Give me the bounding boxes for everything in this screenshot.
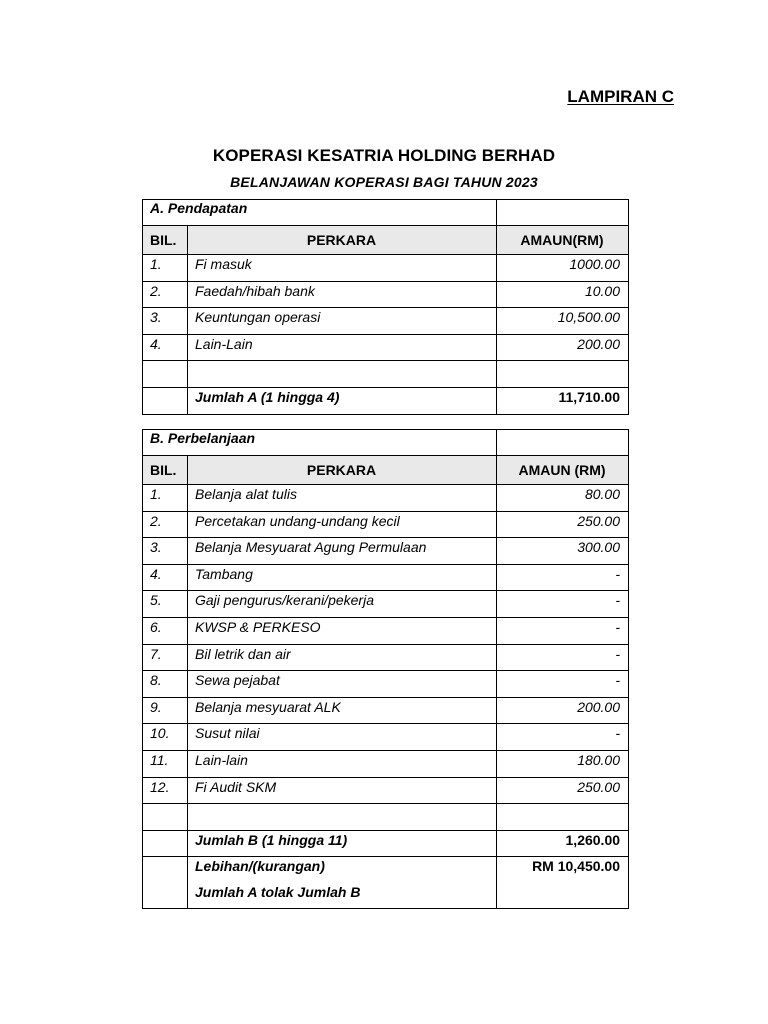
column-header-row — [143, 456, 629, 485]
empty-row — [143, 361, 629, 388]
table-row — [143, 617, 629, 644]
column-header-bil: BIL. — [143, 456, 188, 485]
row-number: 11. — [143, 750, 188, 777]
surplus-value: RM 10,450.00 — [497, 857, 629, 909]
row-amount: 1000.00 — [497, 255, 629, 282]
row-item: Lain-lain — [188, 750, 497, 777]
empty-cell — [143, 804, 188, 831]
row-amount: 10,500.00 — [497, 308, 629, 335]
document-subtitle: BELANJAWAN KOPERASI BAGI TAHUN 2023 — [230, 174, 538, 190]
row-number: 1. — [143, 255, 188, 282]
row-number: 12. — [143, 777, 188, 804]
total-value: 1,260.00 — [497, 830, 629, 857]
row-amount: - — [497, 671, 629, 698]
surplus-row — [143, 857, 629, 909]
column-header-amaun: AMAUN(RM) — [497, 226, 629, 255]
row-number: 4. — [143, 564, 188, 591]
expense-table — [142, 429, 629, 909]
row-number: 5. — [143, 591, 188, 618]
table-row — [143, 564, 629, 591]
table-row — [143, 538, 629, 565]
row-item: Tambang — [188, 564, 497, 591]
column-header-perkara: PERKARA — [188, 456, 497, 485]
row-item: Belanja mesyuarat ALK — [188, 697, 497, 724]
row-number: 6. — [143, 617, 188, 644]
row-amount: - — [497, 564, 629, 591]
row-number: 7. — [143, 644, 188, 671]
row-amount: 200.00 — [497, 334, 629, 361]
row-item: Gaji pengurus/kerani/pekerja — [188, 591, 497, 618]
row-item: Belanja alat tulis — [188, 485, 497, 512]
empty-cell — [143, 361, 188, 388]
row-amount: 200.00 — [497, 697, 629, 724]
total-label: Jumlah B (1 hingga 11) — [188, 830, 497, 857]
row-number: 8. — [143, 671, 188, 698]
row-amount: - — [497, 591, 629, 618]
section-title: B. Perbelanjaan — [143, 430, 497, 456]
surplus-label-line1: Lebihan/(kurangan) — [195, 858, 325, 875]
appendix-label: LAMPIRAN C — [567, 87, 674, 106]
empty-cell — [497, 361, 629, 388]
row-number: 2. — [143, 281, 188, 308]
row-amount: - — [497, 644, 629, 671]
row-item: Fi masuk — [188, 255, 497, 282]
empty-cell — [497, 804, 629, 831]
row-number: 4. — [143, 334, 188, 361]
document-title: KOPERASI KESATRIA HOLDING BERHAD — [212, 146, 556, 165]
table-row — [143, 281, 629, 308]
row-number: 1. — [143, 485, 188, 512]
row-amount: - — [497, 617, 629, 644]
surplus-label-line2: Jumlah A tolak Jumlah B — [195, 884, 361, 901]
table-row — [143, 334, 629, 361]
table-row — [143, 255, 629, 282]
section-title: A. Pendapatan — [143, 200, 497, 226]
empty-cell — [143, 857, 188, 909]
row-item: Percetakan undang-undang kecil — [188, 511, 497, 538]
row-item: Keuntungan operasi — [188, 308, 497, 335]
total-value: 11,710.00 — [497, 387, 629, 414]
empty-cell — [497, 430, 629, 456]
row-number: 10. — [143, 724, 188, 751]
row-number: 3. — [143, 308, 188, 335]
row-amount: 250.00 — [497, 511, 629, 538]
empty-cell — [497, 200, 629, 226]
empty-cell — [143, 830, 188, 857]
income-table — [142, 199, 629, 415]
table-row — [143, 511, 629, 538]
empty-cell — [188, 361, 497, 388]
table-row — [143, 750, 629, 777]
row-number: 3. — [143, 538, 188, 565]
row-number: 2. — [143, 511, 188, 538]
total-label: Jumlah A (1 hingga 4) — [188, 387, 497, 414]
table-row — [143, 591, 629, 618]
row-item: KWSP & PERKESO — [188, 617, 497, 644]
row-amount: 80.00 — [497, 485, 629, 512]
table-row — [143, 777, 629, 804]
table-row — [143, 724, 629, 751]
row-amount: 300.00 — [497, 538, 629, 565]
row-item: Faedah/hibah bank — [188, 281, 497, 308]
row-amount: 180.00 — [497, 750, 629, 777]
table-row — [143, 485, 629, 512]
empty-cell — [143, 387, 188, 414]
total-row — [143, 830, 629, 857]
section-header-row — [143, 430, 629, 456]
table-row — [143, 644, 629, 671]
row-item: Belanja Mesyuarat Agung Permulaan — [188, 538, 497, 565]
row-amount: 10.00 — [497, 281, 629, 308]
row-amount: - — [497, 724, 629, 751]
total-row — [143, 387, 629, 414]
row-item: Bil letrik dan air — [188, 644, 497, 671]
row-item: Lain-Lain — [188, 334, 497, 361]
surplus-label — [188, 857, 497, 909]
empty-row — [143, 804, 629, 831]
column-header-bil: BIL. — [143, 226, 188, 255]
column-header-amaun: AMAUN (RM) — [497, 456, 629, 485]
row-item: Fi Audit SKM — [188, 777, 497, 804]
column-header-perkara: PERKARA — [188, 226, 497, 255]
row-amount: 250.00 — [497, 777, 629, 804]
column-header-row — [143, 226, 629, 255]
section-header-row — [143, 200, 629, 226]
row-number: 9. — [143, 697, 188, 724]
table-row — [143, 308, 629, 335]
row-item: Susut nilai — [188, 724, 497, 751]
table-row — [143, 697, 629, 724]
row-item: Sewa pejabat — [188, 671, 497, 698]
empty-cell — [188, 804, 497, 831]
table-row — [143, 671, 629, 698]
